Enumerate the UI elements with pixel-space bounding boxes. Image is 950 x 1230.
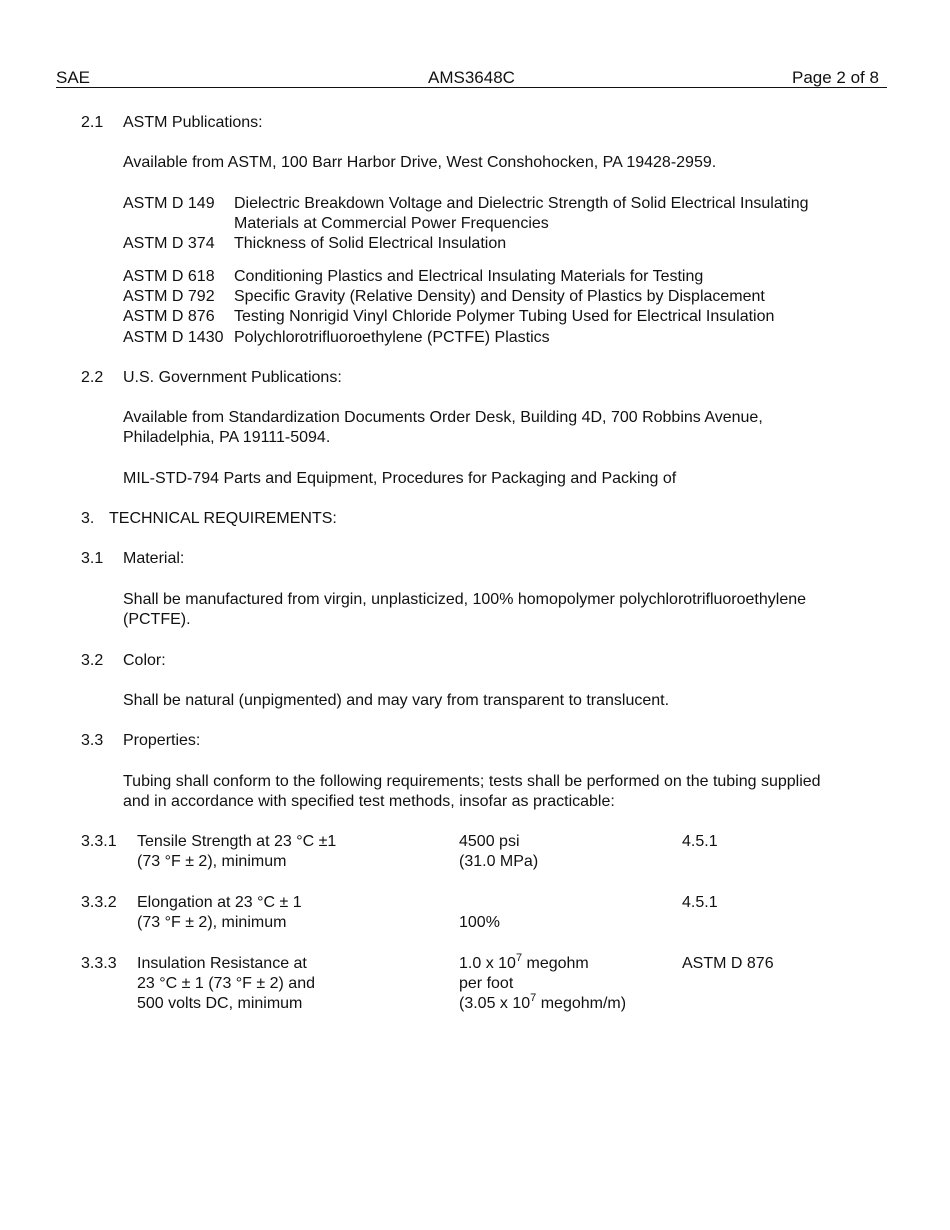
paragraph-text: Shall be natural (unpigmented) and may vary from transparent to translucent.	[123, 692, 670, 709]
property-value-metric: (31.0 MPa)	[459, 853, 539, 870]
ref-title: Specific Gravity (Relative Density) and Density of Plastics by Displacement	[234, 288, 765, 305]
ref-code: ASTM D 792	[123, 288, 215, 305]
ref-code: ASTM D 618	[123, 268, 215, 285]
header-org: SAE	[56, 68, 91, 87]
ref-code: ASTM D 876	[123, 308, 215, 325]
header-page-number: Page 2 of 8	[792, 68, 879, 87]
property-value: 100%	[459, 914, 500, 931]
property-description-continuation: 500 volts DC, minimum	[137, 995, 303, 1012]
property-description-continuation: 23 °C ± 1 (73 °F ± 2) and	[137, 975, 315, 992]
value-base: 1.0 x 10	[459, 955, 516, 972]
value-unit: megohm/m)	[536, 995, 627, 1012]
property-description: Insulation Resistance at	[137, 955, 307, 972]
property-test-method: ASTM D 876	[682, 955, 774, 972]
section-number: 2.1	[81, 114, 104, 131]
property-description: Tensile Strength at 23 °C ±1	[137, 833, 337, 850]
ref-title: Testing Nonrigid Vinyl Chloride Polymer Tubing Used for Electrical Insulation	[234, 308, 775, 325]
property-description: Elongation at 23 °C ± 1	[137, 894, 302, 911]
value-base: (3.05 x 10	[459, 995, 531, 1012]
section-title: TECHNICAL REQUIREMENTS:	[109, 510, 337, 527]
availability-text: Available from Standardization Documents Order Desk, Building 4D, 700 Robbins Avenue,	[123, 409, 763, 426]
property-value	[459, 951, 589, 974]
property-test-method: 4.5.1	[682, 833, 718, 850]
value-exponent: 7	[515, 951, 523, 964]
section-number: 3.2	[81, 652, 104, 669]
ref-title: Polychlorotrifluoroethylene (PCTFE) Plastics	[234, 329, 550, 346]
property-number: 3.3.3	[81, 955, 117, 972]
section-title: ASTM Publications:	[123, 114, 263, 131]
paragraph-text-continuation: and in accordance with specified test methods, insofar as practicable:	[123, 793, 615, 810]
paragraph-text-continuation: (PCTFE).	[123, 611, 191, 628]
value-exponent: 7	[530, 991, 537, 1004]
section-number: 3.3	[81, 732, 104, 749]
ref-title: Dielectric Breakdown Voltage and Dielectric Strength of Solid Electrical Insulating	[234, 195, 809, 212]
property-test-method: 4.5.1	[682, 894, 718, 911]
ref-title-continuation: Materials at Commercial Power Frequencies	[234, 215, 549, 232]
section-number: 3.1	[81, 550, 104, 567]
property-description-continuation: (73 °F ± 2), minimum	[137, 853, 287, 870]
section-title: U.S. Government Publications:	[123, 369, 342, 386]
section-title: Material:	[123, 550, 185, 567]
value-unit: megohm	[522, 955, 589, 972]
paragraph-text: Shall be manufactured from virgin, unplasticized, 100% homopolymer polychlorotrifluoroethylene	[123, 591, 807, 608]
property-number: 3.3.2	[81, 894, 117, 911]
ref-code: ASTM D 149	[123, 195, 215, 212]
property-description-continuation: (73 °F ± 2), minimum	[137, 914, 287, 931]
ref-title: Thickness of Solid Electrical Insulation	[234, 235, 507, 252]
section-title: Properties:	[123, 732, 201, 749]
property-value: 4500 psi	[459, 833, 520, 850]
header-doc-number: AMS3648C	[428, 68, 515, 87]
ref-title: Conditioning Plastics and Electrical Insulating Materials for Testing	[234, 268, 704, 285]
mil-std-reference: MIL-STD-794 Parts and Equipment, Procedures for Packaging and Packing of	[123, 470, 677, 487]
property-number: 3.3.1	[81, 833, 117, 850]
paragraph-text: Tubing shall conform to the following requirements; tests shall be performed on the tubing supplied	[123, 773, 821, 790]
ref-code: ASTM D 1430	[123, 329, 224, 346]
header-rule	[56, 87, 887, 88]
availability-text-continuation: Philadelphia, PA 19111-5094.	[123, 429, 331, 446]
availability-text: Available from ASTM, 100 Barr Harbor Drive, West Conshohocken, PA 19428-2959.	[123, 154, 717, 171]
property-value-per-unit: per foot	[459, 975, 514, 992]
ref-code: ASTM D 374	[123, 235, 215, 252]
property-value-metric	[459, 991, 627, 1014]
section-title: Color:	[123, 652, 166, 669]
section-number: 2.2	[81, 369, 104, 386]
section-number: 3.	[81, 510, 95, 527]
